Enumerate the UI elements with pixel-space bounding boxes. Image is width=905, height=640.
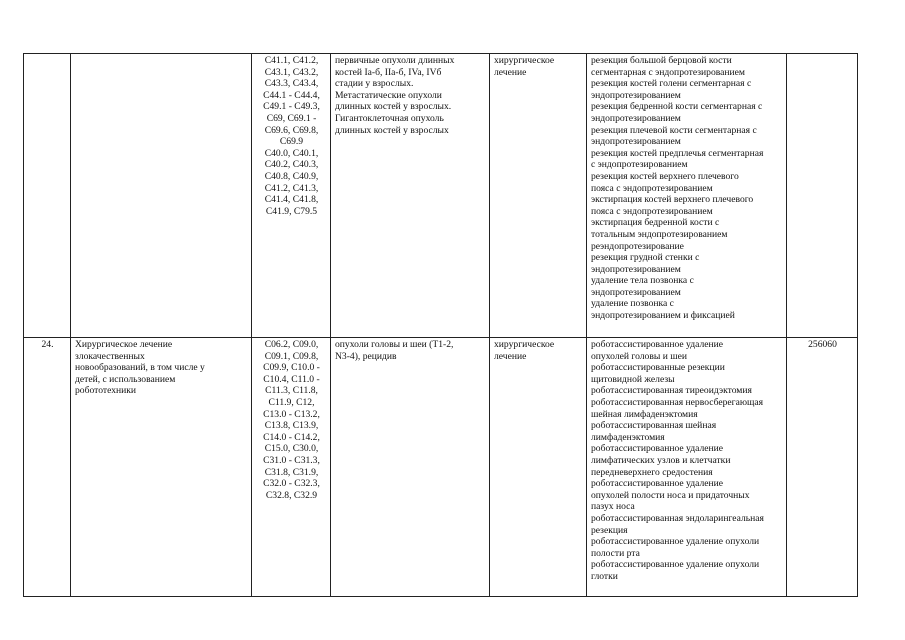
cell-text-line: пояса с эндопротезированием	[591, 182, 713, 194]
cell-text-line: C11.9, C12,	[268, 396, 315, 408]
cell-text-line: Гигантоклеточная опухоль	[335, 112, 444, 124]
cell-text-line: щитовидной железы	[591, 373, 675, 385]
cell-text-line: роботассистированное удаление опухоли	[591, 559, 760, 571]
cell-text-line: C43.3, C43.4,	[264, 78, 319, 90]
cell-text-line: роботассистированная шейная	[591, 420, 717, 432]
procedure-name-cell	[71, 54, 252, 338]
cell-text-line: резекция грудной стенки с	[591, 252, 700, 264]
cell-text-line: опухолей головы и шеи	[591, 350, 688, 362]
cell-text-line: C41.2, C41.3,	[264, 182, 319, 194]
cell-text-line: N3-4), рецидив	[335, 350, 397, 362]
cell-text-line: эндопротезированием	[591, 89, 681, 101]
cell-text-line: тотальным эндопротезированием	[591, 228, 728, 240]
cell-text-line: длинных костей у взрослых	[335, 124, 449, 136]
cell-text-line: резекция плечевой кости сегментарная с	[591, 124, 757, 136]
cell-text-line: костей Ia-б, IIа-б, IVa, IVб	[335, 66, 442, 78]
cell-text-line: C11.3, C11.8,	[265, 385, 318, 397]
cell-text-line: роботассистированное удаление	[591, 443, 724, 455]
cell-text-line: Хирургическое лечение	[75, 339, 173, 350]
cell-text-line: опухолей полости носа и придаточных	[591, 489, 750, 501]
procedures-table	[23, 53, 858, 597]
cell-text-line: C69.9	[279, 136, 304, 148]
cell-text-line: Метастатические опухоли	[335, 89, 442, 101]
cell-text-line: эндопротезированием	[591, 286, 681, 298]
cell-text-line: C15.0, C30.0,	[264, 443, 319, 455]
icd-codes-cell	[252, 54, 331, 338]
cell-text-line: C40.8, C40.9,	[264, 170, 319, 182]
cell-text-line: роботассистированная тиреоидэктомия	[591, 385, 752, 397]
treatment-method-cell	[587, 54, 787, 338]
cell-text-line: C31.0 - C31.3,	[263, 454, 320, 466]
cell-text-line: стадии у взрослых.	[335, 78, 414, 90]
cell-text-line: роботассистированные резекции	[591, 362, 725, 374]
cell-text-line: резекция большой берцовой кости	[591, 55, 732, 66]
cell-text-line: резекция костей верхнего плечевого	[591, 170, 739, 182]
patient-model-cell	[331, 54, 490, 338]
cell-text-line: с эндопротезированием	[591, 159, 688, 171]
cell-text-line: резекция костей голени сегментарная с	[591, 78, 752, 90]
cell-text-line: удаление тела позвонка с	[591, 275, 694, 287]
cell-text-line: шейная лимфаденэктомия	[591, 408, 698, 420]
cell-text-line: полости рта	[591, 547, 640, 559]
cell-text-line: экстирпация бедренной кости с	[591, 217, 720, 229]
cell-text-line: C09.9, C10.0 -	[263, 362, 320, 374]
cell-text-line: C41.1, C41.2,	[264, 55, 319, 66]
cell-text-line: экстирпация костей верхнего плечевого	[591, 194, 754, 206]
cell-text-line: лимфаденэктомия	[591, 431, 665, 443]
cell-text-line: пояса с эндопротезированием	[591, 205, 713, 217]
cell-text-line: эндопротезированием	[591, 112, 681, 124]
cell-text-line: роботассистированная нервосберегающая	[591, 396, 764, 408]
cell-text-line: резекция костей предплечья сегментарная	[591, 147, 764, 159]
cell-text-line: робототехники	[75, 385, 137, 397]
cell-text-line: реэндопротезирование	[591, 240, 684, 252]
cell-text-line: C41.9, C79.5	[265, 205, 318, 217]
table-row	[24, 338, 858, 597]
cost-cell: 256060	[787, 338, 858, 597]
treatment-type-cell	[490, 338, 587, 597]
cell-text-line: лечение	[494, 66, 527, 78]
cell-text-line: роботассистированное удаление	[591, 339, 724, 350]
cell-text-line: C13.8, C13.9,	[264, 420, 319, 432]
cell-text-line: C13.0 - C13.2,	[263, 408, 320, 420]
cell-text-line: C14.0 - C14.2,	[263, 431, 320, 443]
cell-text-line: злокачественных	[75, 350, 145, 362]
cell-text-line: C32.8, C32.9	[265, 489, 318, 501]
cell-text-line: эндопротезированием	[591, 263, 681, 275]
cell-text-line: роботассистированное удаление опухоли	[591, 536, 760, 548]
cell-text-line: C31.8, C31.9,	[264, 466, 319, 478]
cell-text-line: опухоли головы и шеи (T1-2,	[335, 339, 454, 350]
cell-text-line: лимфатических узлов и клетчатки	[591, 454, 731, 466]
row-number-cell	[24, 54, 71, 338]
cell-text-line: длинных костей у взрослых.	[335, 101, 452, 113]
cell-text-line: удаление позвонка с	[591, 298, 674, 310]
cell-text-line: сегментарная с эндопротезированием	[591, 66, 746, 78]
cell-text-line: C41.4, C41.8,	[264, 194, 319, 206]
cell-text-line: глотки	[591, 570, 618, 582]
cell-text-line: роботассистированное удаление	[591, 478, 724, 490]
cost-cell	[787, 54, 858, 338]
cell-text-line: детей, с использованием	[75, 373, 176, 385]
cell-text-line: лечение	[494, 350, 527, 362]
cell-text-line: C09.1, C09.8,	[264, 350, 319, 362]
cell-text-line: хирургическое	[494, 339, 555, 350]
cell-text-line: хирургическое	[494, 55, 555, 66]
cell-text-line: резекция бедренной кости сегментарная с	[591, 101, 763, 113]
cell-text-line: C32.0 - C32.3,	[263, 478, 320, 490]
cell-text-line: C69, C69.1 -	[266, 112, 317, 124]
cell-text-line: эндопротезированием	[591, 136, 681, 148]
treatment-type-cell	[490, 54, 587, 338]
cell-text-line: C69.6, C69.8,	[264, 124, 319, 136]
cell-text-line: C49.1 - C49.3,	[263, 101, 320, 113]
cell-text-line: пазух носа	[591, 501, 635, 513]
cell-text-line: первичные опухоли длинных	[335, 55, 455, 66]
cell-text-line: роботассистированная эндоларингеальная	[591, 512, 764, 524]
cell-text-line: эндопротезированием и фиксацией	[591, 310, 735, 322]
cell-text-line: C10.4, C11.0 -	[263, 373, 320, 385]
icd-codes-cell	[252, 338, 331, 597]
table-row	[24, 54, 858, 338]
cell-text-line: C40.0, C40.1,	[264, 147, 319, 159]
procedure-name-cell	[71, 338, 252, 597]
patient-model-cell	[331, 338, 490, 597]
cell-text-line: новообразований, в том числе у	[75, 362, 205, 374]
cell-text-line: C44.1 - C44.4,	[263, 89, 320, 101]
cell-text-line: C40.2, C40.3,	[264, 159, 319, 171]
cell-text-line: резекция	[591, 524, 628, 536]
treatment-method-cell	[587, 338, 787, 597]
row-number-cell: 24.	[24, 338, 71, 597]
cell-text-line: C06.2, C09.0,	[264, 339, 319, 350]
cell-text-line: передневерхнего средостения	[591, 466, 713, 478]
cell-text-line: C43.1, C43.2,	[264, 66, 319, 78]
